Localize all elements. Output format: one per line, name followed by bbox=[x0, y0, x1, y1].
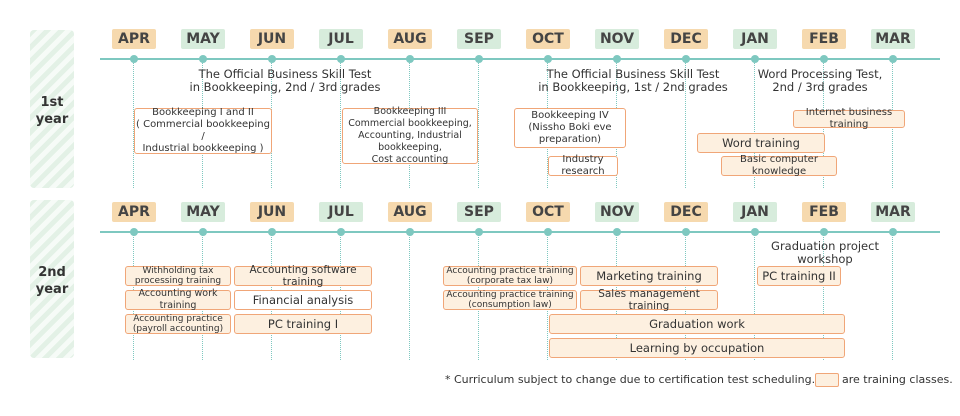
year2-month-jul: JUL bbox=[319, 202, 363, 222]
withholding-tax-box: Withholding tax processing training bbox=[125, 266, 231, 286]
year1-month-jul: JUL bbox=[319, 29, 363, 49]
bookkeeping-3-box: Bookkeeping III Commercial bookkeeping, Accounting, Industrial bookkeeping, Cost accounting bbox=[342, 108, 478, 164]
year2-month-mar: MAR bbox=[871, 202, 915, 222]
year1-month-jan: JAN bbox=[733, 29, 777, 49]
timeline-dot bbox=[130, 55, 138, 63]
year2-label: 2nd year bbox=[35, 265, 69, 297]
industry-research-box: Industry research bbox=[548, 156, 618, 176]
year2-month-oct: OCT bbox=[526, 202, 570, 222]
test-bookkeeping-lower-note: The Official Business Skill Test in Bookkeeping, 2nd / 3rd grades bbox=[189, 67, 381, 94]
accounting-practice-payroll-box: Accounting practice (payroll accounting) bbox=[125, 314, 231, 334]
year1-month-mar: MAR bbox=[871, 29, 915, 49]
bookkeeping-4-box: Bookkeeping IV (Nissho Boki eve preparation) bbox=[514, 108, 626, 148]
timeline-dot bbox=[544, 55, 552, 63]
accounting-software-training-box: Accounting software training bbox=[234, 266, 372, 286]
graduation-work-box: Graduation work bbox=[549, 314, 845, 334]
timeline-dot bbox=[544, 228, 552, 236]
year1-month-nov: NOV bbox=[595, 29, 639, 49]
marketing-training-box: Marketing training bbox=[580, 266, 718, 286]
test-word-processing-note: Word Processing Test, 2nd / 3rd grades bbox=[757, 67, 883, 94]
year1-month-jun: JUN bbox=[250, 29, 294, 49]
financial-analysis-box: Financial analysis bbox=[234, 290, 372, 310]
year1-month-sep: SEP bbox=[457, 29, 501, 49]
learning-by-occupation-box: Learning by occupation bbox=[549, 338, 845, 358]
internet-business-training-box: Internet business training bbox=[793, 110, 905, 128]
timeline-dot bbox=[682, 55, 690, 63]
timeline-dot bbox=[199, 228, 207, 236]
year2-month-may: MAY bbox=[181, 202, 225, 222]
year1-month-aug: AUG bbox=[388, 29, 432, 49]
year1-month-dec: DEC bbox=[664, 29, 708, 49]
year1-month-feb: FEB bbox=[802, 29, 846, 49]
accounting-work-training-box: Accounting work training bbox=[125, 290, 231, 310]
timeline-dot bbox=[820, 228, 828, 236]
year1-timeline bbox=[100, 58, 940, 60]
timeline-guide bbox=[409, 233, 410, 360]
timeline-dot bbox=[889, 55, 897, 63]
accounting-practice-corporate-box: Accounting practice training (corporate tax law) bbox=[443, 266, 577, 286]
year2-month-aug: AUG bbox=[388, 202, 432, 222]
timeline-dot bbox=[613, 228, 621, 236]
year2-month-sep: SEP bbox=[457, 202, 501, 222]
year2-timeline bbox=[100, 231, 940, 233]
pc-training-1-box: PC training I bbox=[234, 314, 372, 334]
timeline-dot bbox=[889, 228, 897, 236]
timeline-guide bbox=[478, 60, 479, 188]
year2-month-dec: DEC bbox=[664, 202, 708, 222]
timeline-dot bbox=[268, 55, 276, 63]
test-bookkeeping-upper-note: The Official Business Skill Test in Bookkeeping, 1st / 2nd grades bbox=[538, 67, 728, 94]
timeline-dot bbox=[613, 55, 621, 63]
accounting-practice-consumption-box: Accounting practice training (consumption law) bbox=[443, 290, 577, 310]
year1-label: 1st year bbox=[35, 95, 69, 127]
basic-computer-knowledge-box: Basic computer knowledge bbox=[721, 156, 837, 176]
year2-month-jun: JUN bbox=[250, 202, 294, 222]
timeline-dot bbox=[475, 228, 483, 236]
timeline-dot bbox=[406, 228, 414, 236]
year2-month-nov: NOV bbox=[595, 202, 639, 222]
year1-month-oct: OCT bbox=[526, 29, 570, 49]
timeline-dot bbox=[751, 228, 759, 236]
graduation-workshop-note: Graduation project workshop bbox=[771, 239, 879, 266]
training-class-legend-swatch bbox=[815, 373, 839, 387]
year2-month-feb: FEB bbox=[802, 202, 846, 222]
year2-month-jan: JAN bbox=[733, 202, 777, 222]
timeline-dot bbox=[682, 228, 690, 236]
curriculum-note: * Curriculum subject to change due to certification test scheduling. bbox=[445, 373, 816, 386]
timeline-dot bbox=[337, 228, 345, 236]
timeline-dot bbox=[337, 55, 345, 63]
timeline-dot bbox=[268, 228, 276, 236]
sales-management-training-box: Sales management training bbox=[580, 290, 718, 310]
word-training-box: Word training bbox=[697, 133, 825, 153]
year1-month-may: MAY bbox=[181, 29, 225, 49]
bookkeeping-1-2-box: Bookkeeping I and II ( Commercial bookkeeping / Industrial bookkeeping ) bbox=[136, 107, 270, 154]
year1-month-apr: APR bbox=[112, 29, 156, 49]
timeline-dot bbox=[820, 55, 828, 63]
training-class-legend-text: are training classes. bbox=[842, 373, 953, 386]
pc-training-2-box: PC training II bbox=[757, 266, 841, 286]
year2-month-apr: APR bbox=[112, 202, 156, 222]
timeline-dot bbox=[406, 55, 414, 63]
timeline-dot bbox=[130, 228, 138, 236]
timeline-dot bbox=[751, 55, 759, 63]
timeline-guide bbox=[892, 233, 893, 360]
timeline-dot bbox=[475, 55, 483, 63]
timeline-dot bbox=[199, 55, 207, 63]
